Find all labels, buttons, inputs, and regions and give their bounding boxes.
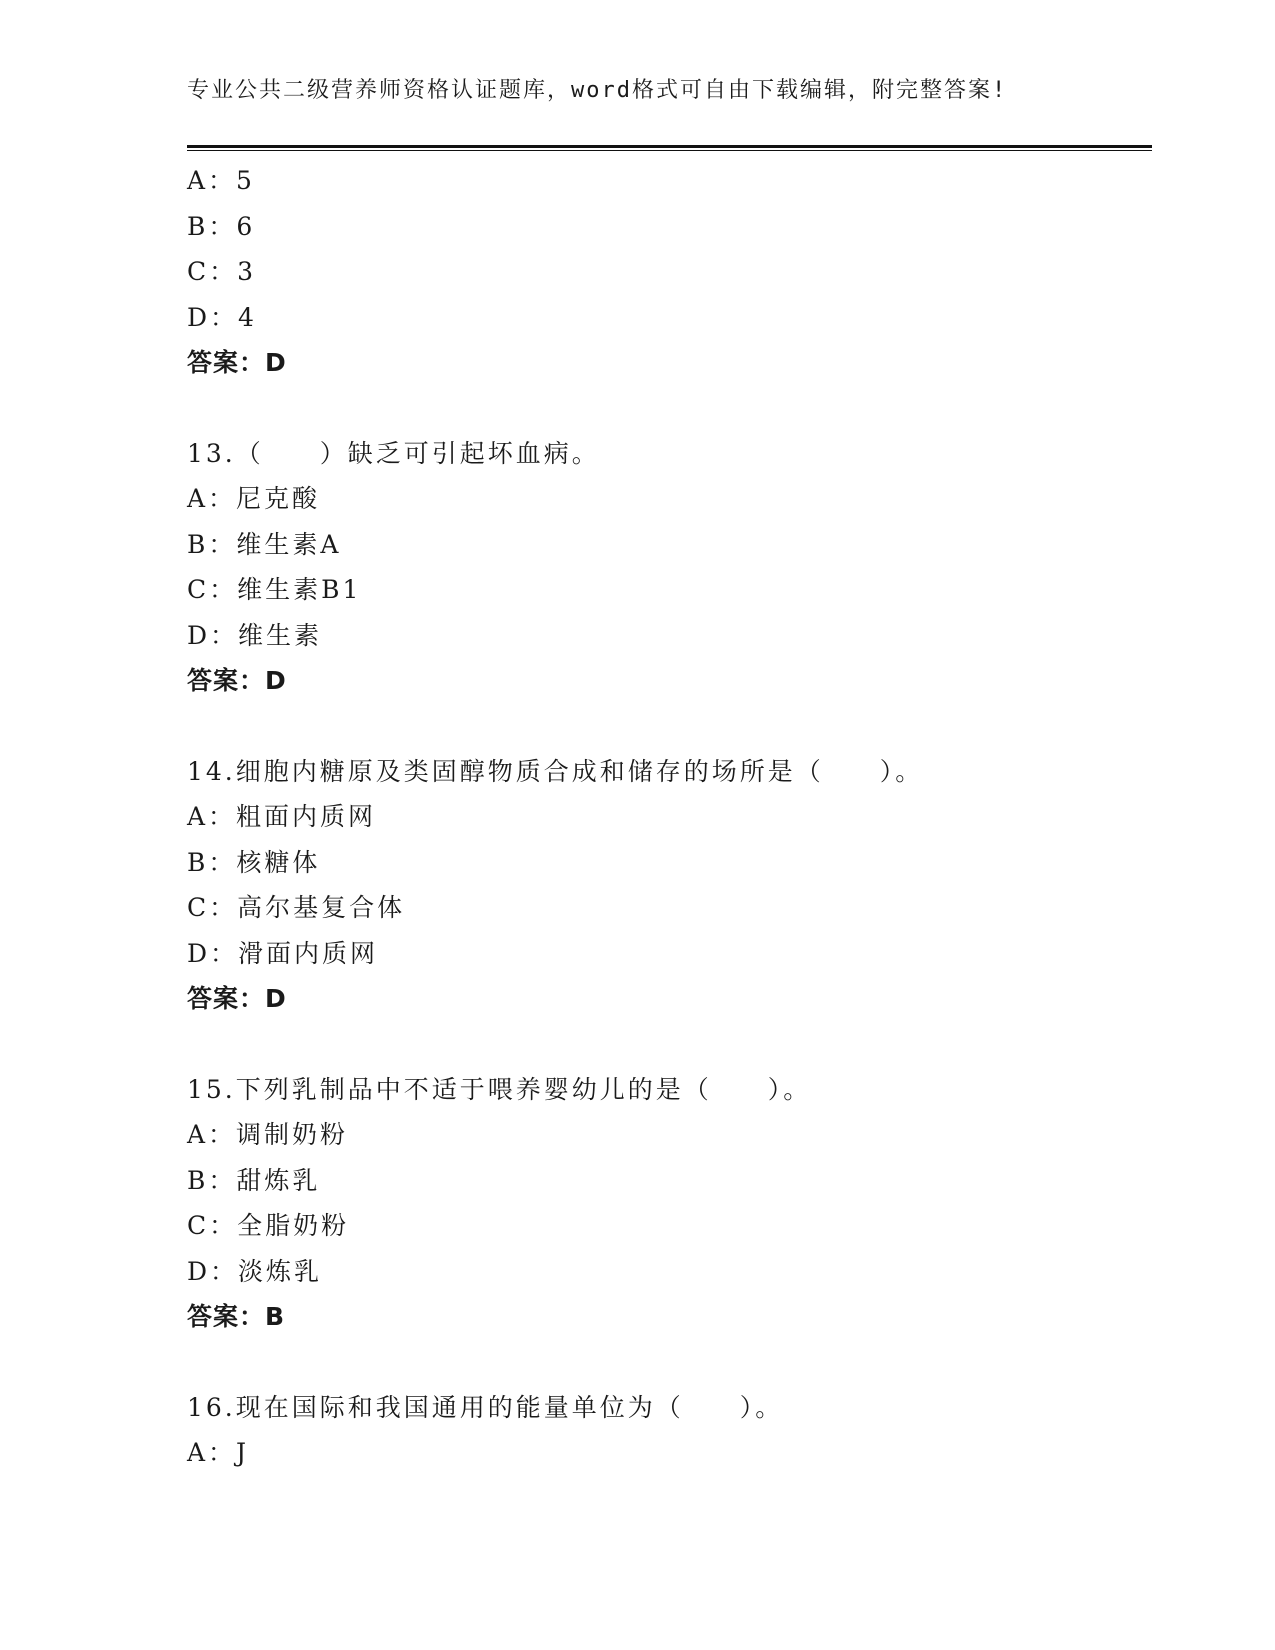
header-rule-thick xyxy=(187,145,1152,148)
answer: 答案：D xyxy=(187,984,287,1013)
option-b: B：6 xyxy=(187,211,256,241)
option-c: C：3 xyxy=(187,257,257,286)
spacer xyxy=(187,1340,1147,1385)
spacer xyxy=(187,1022,1147,1067)
option-a: A：调制奶粉 xyxy=(187,1120,349,1149)
option-d: D：4 xyxy=(187,302,257,332)
spacer xyxy=(187,386,1147,431)
question-title: 13.（ ）缺乏可引起坏血病。 xyxy=(187,438,600,468)
header-rule-thin xyxy=(187,150,1152,151)
option-b: B：核糖体 xyxy=(187,847,321,877)
answer: 答案：B xyxy=(187,1302,286,1331)
question-block-16 xyxy=(187,1385,1147,1476)
spacer xyxy=(187,704,1147,749)
question-list xyxy=(187,158,1147,1476)
option-a: A：尼克酸 xyxy=(187,484,321,513)
answer: 答案：D xyxy=(187,348,287,377)
question-title: 14.细胞内糖原及类固醇物质合成和储存的场所是（ ）。 xyxy=(187,756,924,786)
question-block-14 xyxy=(187,749,1147,1022)
answer: 答案：D xyxy=(187,666,287,695)
option-d: D：淡炼乳 xyxy=(187,1256,323,1286)
option-a: A：J xyxy=(187,1438,250,1467)
option-a: A：5 xyxy=(187,166,255,195)
question-block-15 xyxy=(187,1067,1147,1340)
option-d: D：滑面内质网 xyxy=(187,938,379,968)
question-title: 16.现在国际和我国通用的能量单位为（ ）。 xyxy=(187,1392,784,1422)
question-block-13 xyxy=(187,431,1147,704)
question-block-12 xyxy=(187,158,1147,386)
question-title: 15.下列乳制品中不适于喂养婴幼儿的是（ ）。 xyxy=(187,1074,812,1104)
option-c: C：维生素B1 xyxy=(187,575,362,604)
option-b: B：维生素A xyxy=(187,529,342,559)
option-c: C：全脂奶粉 xyxy=(187,1211,350,1240)
page-header: 专业公共二级营养师资格认证题库，word格式可自由下载编辑，附完整答案! xyxy=(187,78,1008,103)
option-b: B：甜炼乳 xyxy=(187,1165,321,1195)
option-c: C：高尔基复合体 xyxy=(187,893,406,922)
option-a: A：粗面内质网 xyxy=(187,802,377,831)
option-d: D：维生素 xyxy=(187,620,323,650)
